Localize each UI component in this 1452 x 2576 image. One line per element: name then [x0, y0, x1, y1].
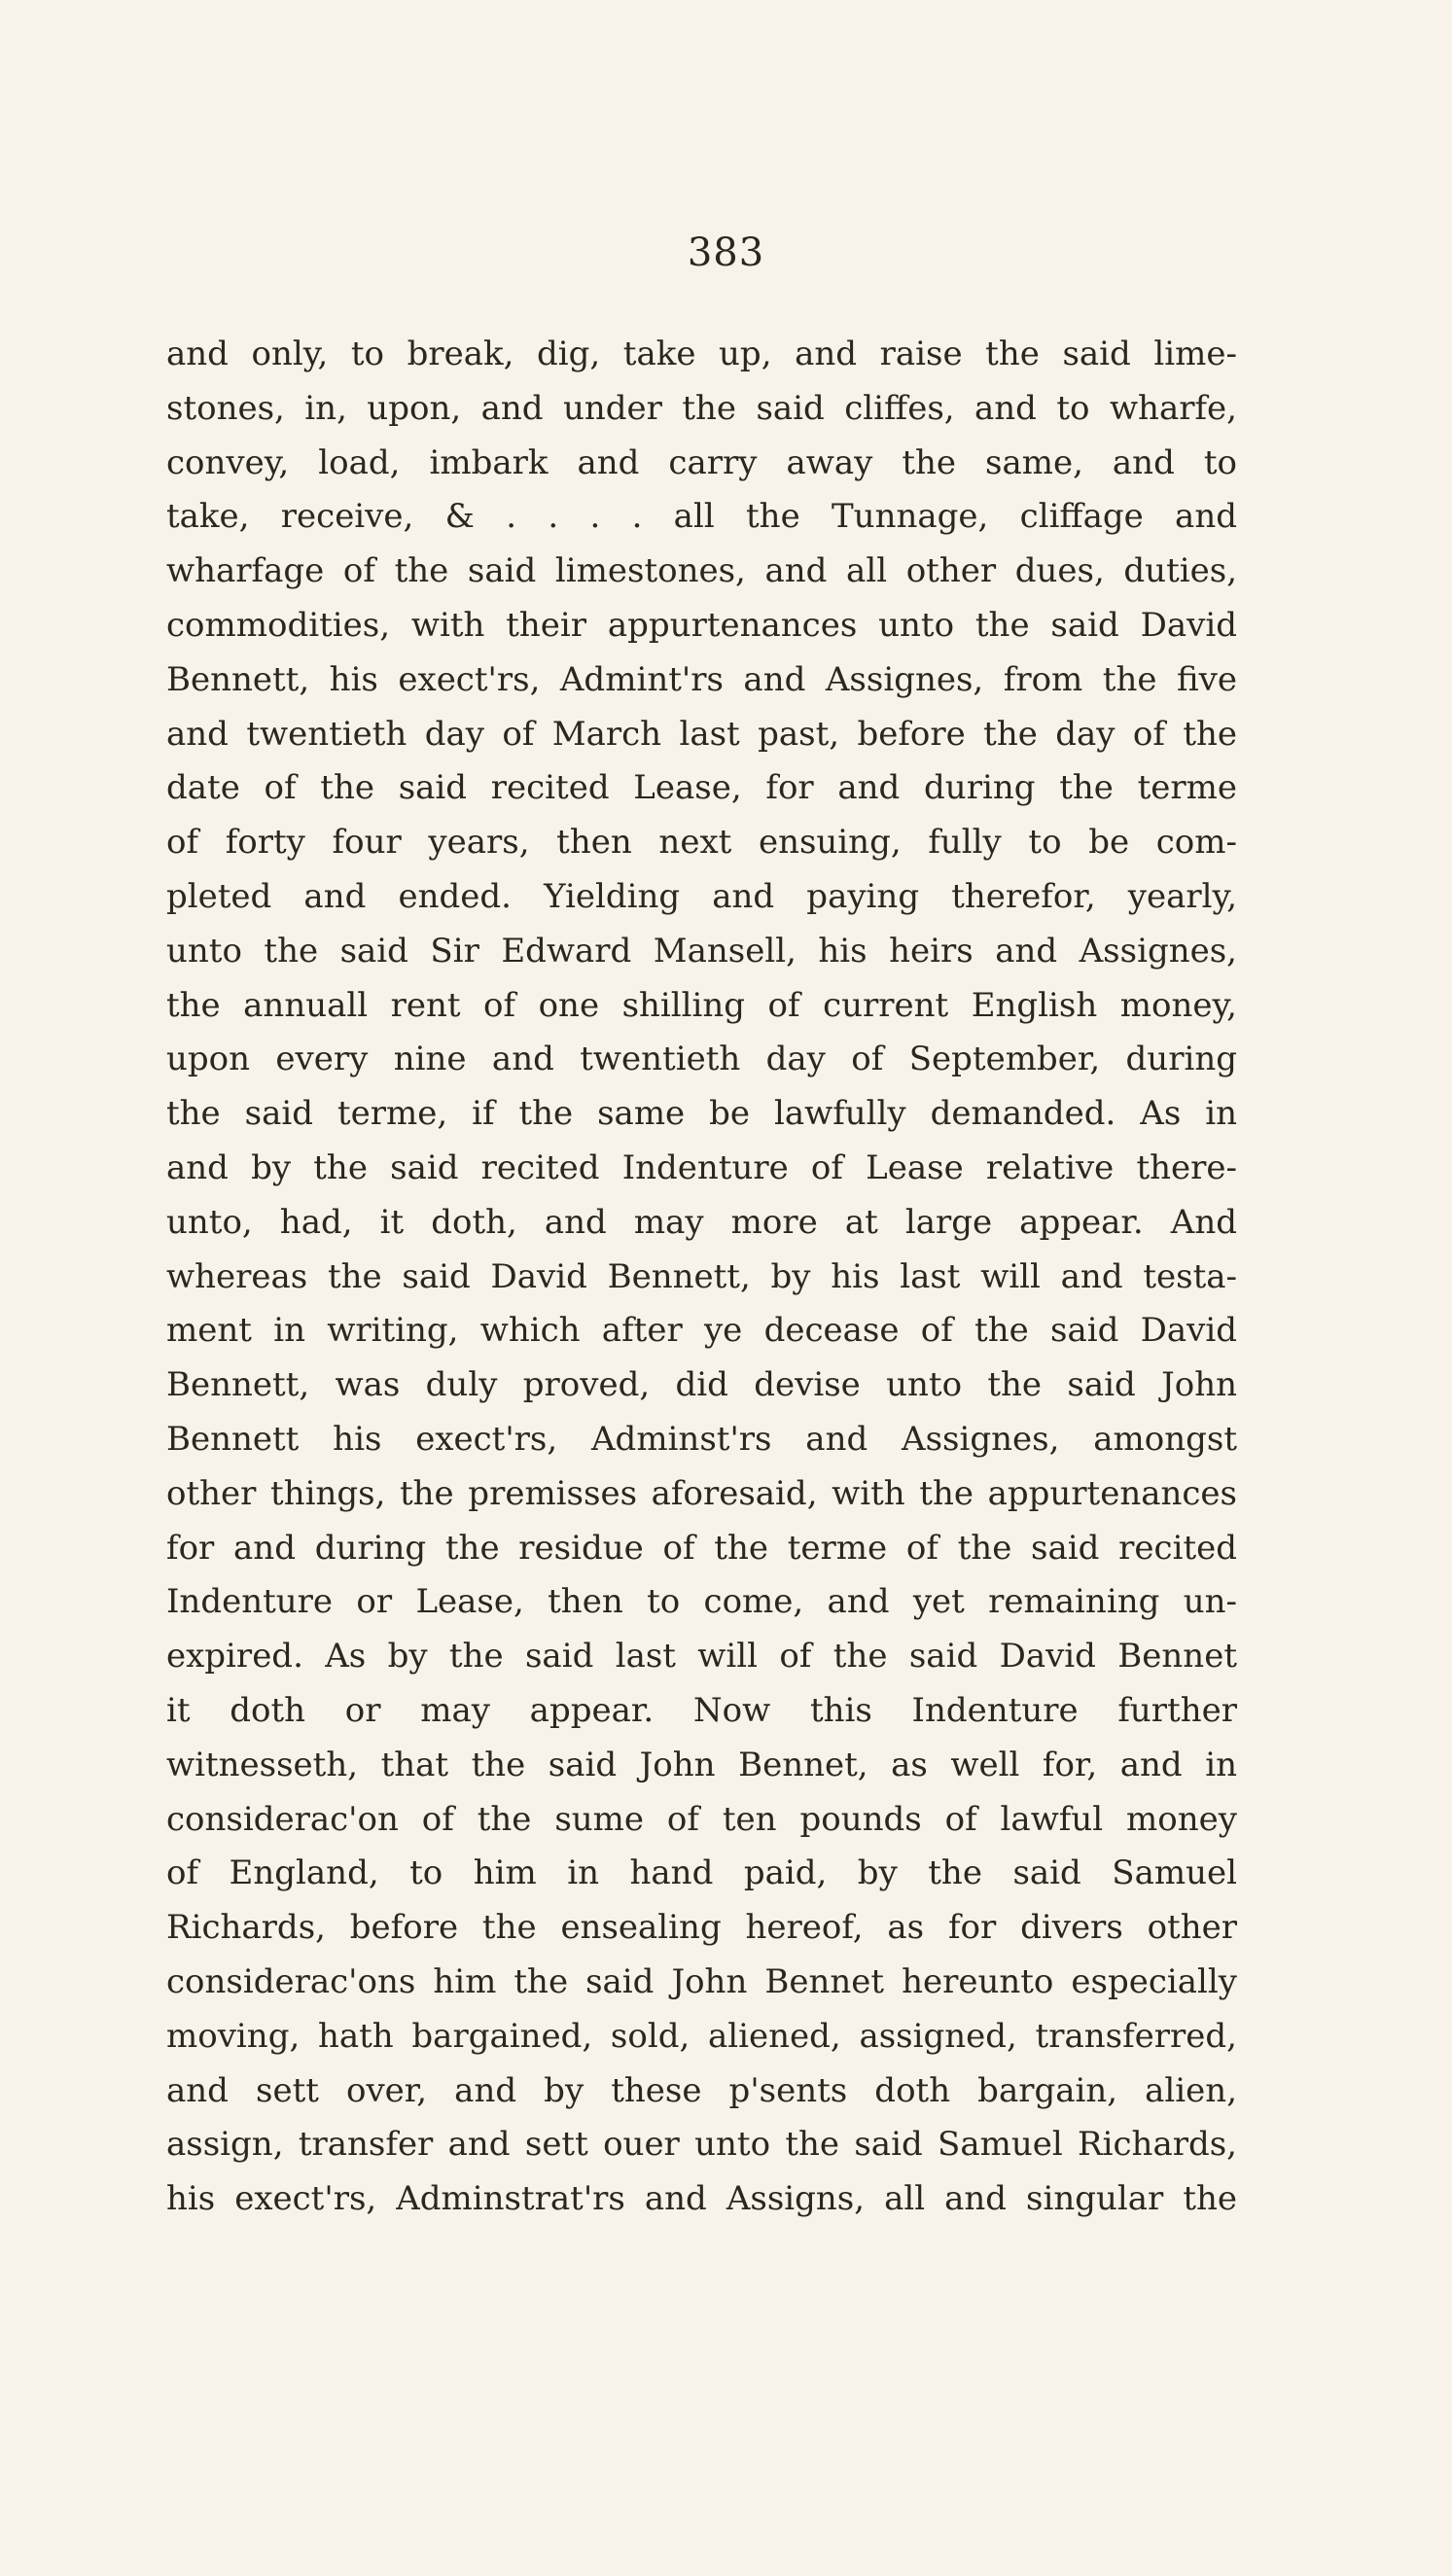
text-line: and only, to break, dig, take up, and raise the said lime-: [166, 335, 1237, 373]
text-line: take, receive, & . . . . all the Tunnage, cliffage and: [166, 497, 1237, 537]
text-line: pleted and ended. Yielding and paying therefor, yearly,: [166, 876, 1237, 916]
text-line: and twentieth day of March last past, before the day of the: [166, 714, 1237, 754]
text-line: and by the said recited Indenture of Lease relative there-: [166, 1147, 1237, 1187]
text-line: wharfage of the said limestones, and all other dues, duties,: [166, 551, 1237, 591]
text-line: for and during the residue of the terme of the said recited: [166, 1528, 1237, 1568]
text-line: the annuall rent of one shilling of current English money,: [166, 985, 1237, 1025]
page-number: 383: [687, 230, 765, 275]
text-line: upon every nine and twentieth day of September, during: [166, 1040, 1237, 1079]
text-line: and sett over, and by these p'sents doth bargain, alien,: [166, 2070, 1237, 2110]
text-line: considerac'on of the sume of ten pounds of lawful money: [166, 1799, 1237, 1839]
text-line: whereas the said David Bennett, by his last will and testa-: [166, 1256, 1237, 1296]
text-line: commodities, with their appurtenances unto the said David: [166, 605, 1237, 645]
text-line: unto the said Sir Edward Mansell, his heirs and Assignes,: [166, 931, 1237, 970]
text-line: Richards, before the ensealing hereof, as for divers other: [166, 1908, 1237, 1948]
text-line: it doth or may appear. Now this Indenture further: [166, 1690, 1237, 1730]
text-line: witnesseth, that the said John Bennet, as well for, and in: [166, 1745, 1237, 1784]
text-line: his exect'rs, Adminstrat'rs and Assigns, all and singular the: [166, 2179, 1237, 2219]
text-line: moving, hath bargained, sold, aliened, assigned, transferred,: [166, 2016, 1237, 2056]
text-line: stones, in, upon, and under the said cliffes, and to wharfe,: [166, 388, 1237, 428]
text-line: of forty four years, then next ensuing, fully to be com-: [166, 823, 1237, 863]
text-line: date of the said recited Lease, for and during the terme: [166, 768, 1237, 808]
text-line: Bennett, his exect'rs, Admint'rs and Assignes, from the five: [166, 659, 1237, 699]
text-line: convey, load, imbark and carry away the same, and to: [166, 442, 1237, 482]
text-line: unto, had, it doth, and may more at large appear. And: [166, 1202, 1237, 1242]
text-line: Bennett his exect'rs, Adminst'rs and Assignes, amongst: [166, 1419, 1237, 1459]
text-line: Indenture or Lease, then to come, and yet remaining un-: [166, 1582, 1237, 1622]
text-line: assign, transfer and sett ouer unto the said Samuel Richards,: [166, 2125, 1237, 2165]
text-line: Bennett, was duly proved, did devise unto the said John: [166, 1365, 1237, 1405]
text-line: of England, to him in hand paid, by the said Samuel: [166, 1853, 1237, 1893]
body-text: [166, 328, 1237, 2227]
text-line: expired. As by the said last will of the said David Bennet: [166, 1637, 1237, 1676]
text-line: considerac'ons him the said John Bennet hereunto especially: [166, 1961, 1237, 2001]
text-line: the said terme, if the same be lawfully demanded. As in: [166, 1094, 1237, 1134]
text-line: other things, the premisses aforesaid, with the appurtenances: [166, 1473, 1237, 1513]
text-line: ment in writing, which after ye decease of the said David: [166, 1311, 1237, 1351]
